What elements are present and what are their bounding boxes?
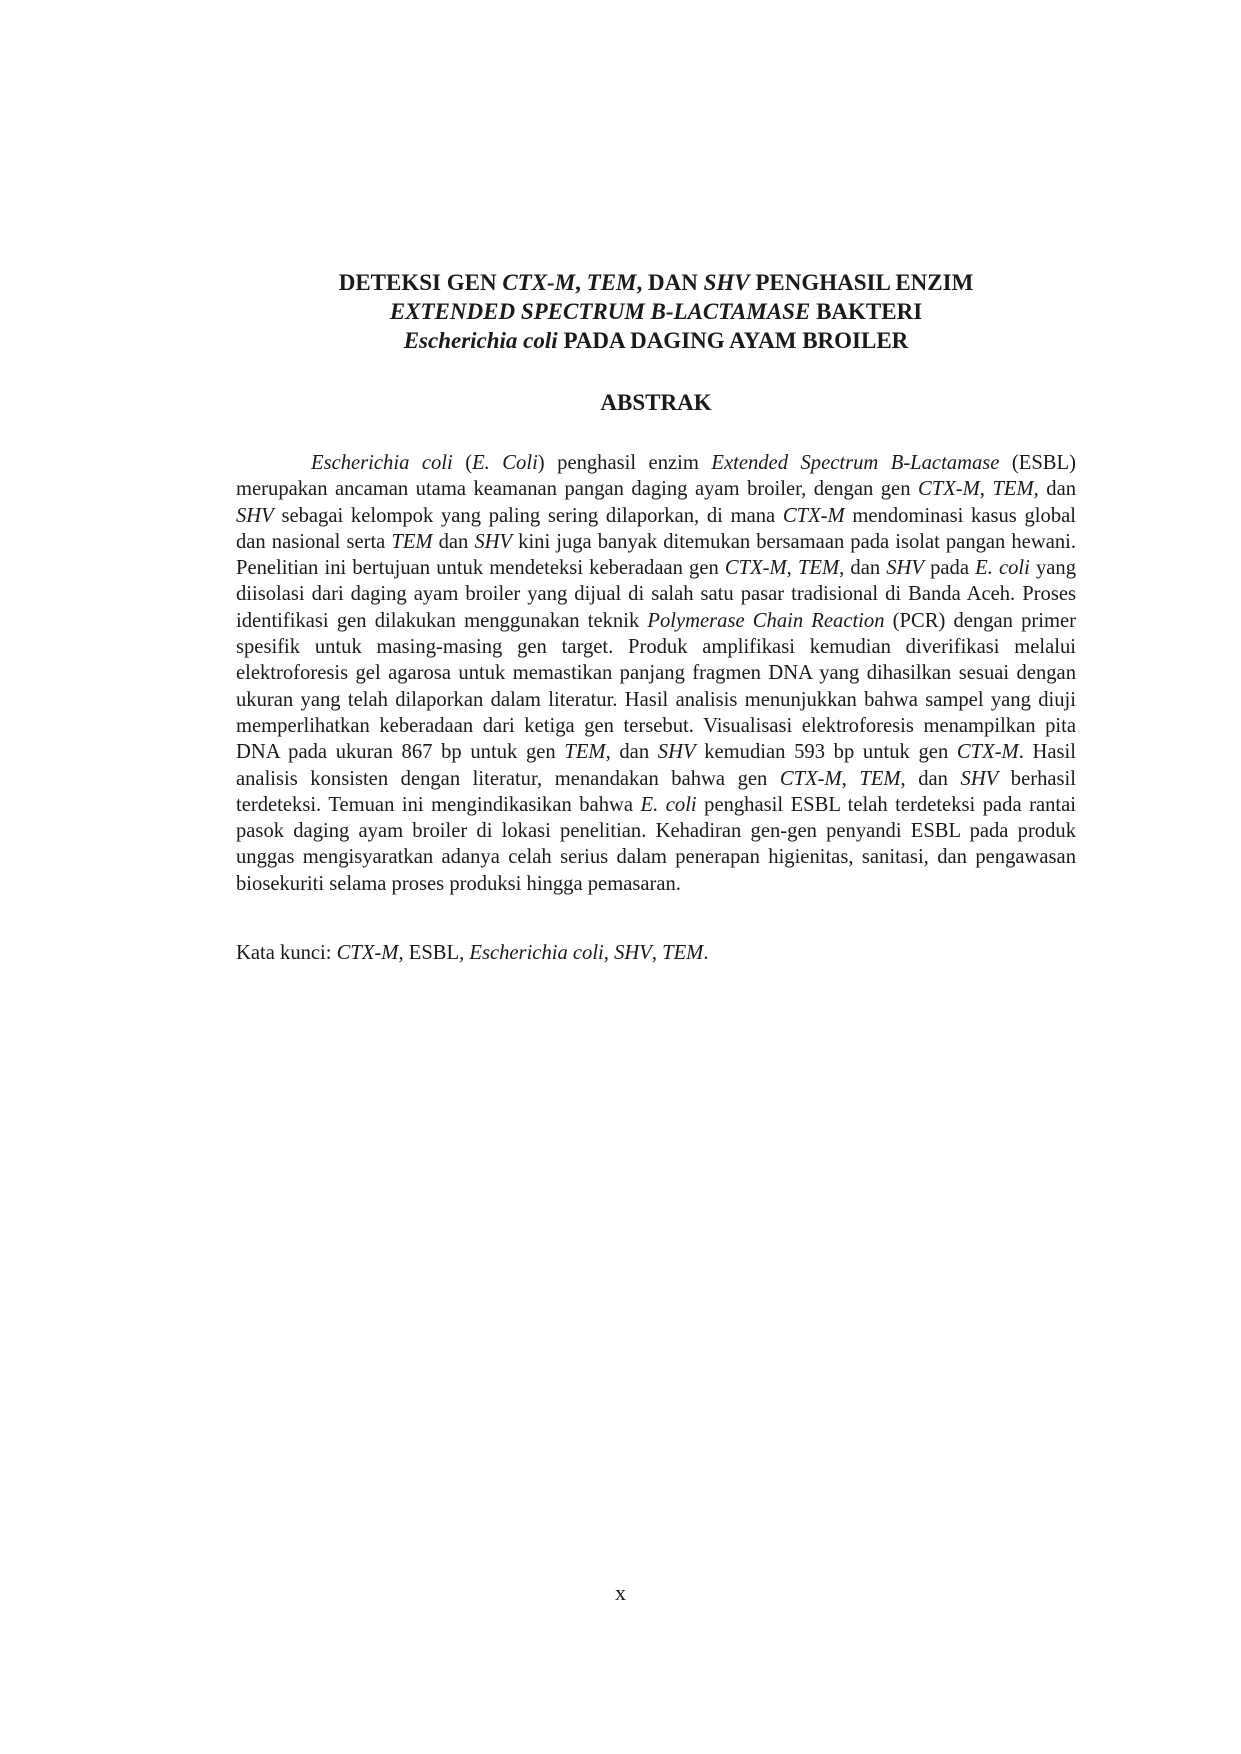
abstract-paragraph: Escherichia coli (E. Coli) penghasil enzim Extended Spectrum B-Lactamase (ESBL) merupakan ancaman utama keamanan pangan daging ayam broiler, dengan gen CTX-M, TEM, dan SHV sebagai kelompok yang paling sering dilaporkan, di mana CTX-M mendominasi kasus global dan nasional serta TEM dan SHV kini juga banyak ditemukan bersamaan pada isolat pangan hewani. Penelitian ini bertujuan untuk mendeteksi keberadaan gen CTX-M, TEM, dan SHV pada E. coli yang diisolasi dari daging ayam broiler yang dijual di salah satu pasar tradisional di Banda Aceh. Proses identifikasi gen dilakukan menggunakan teknik Polymerase Chain Reaction (PCR) dengan primer spesifik untuk masing-masing gen target. Produk amplifikasi kemudian diverifikasi melalui elektroforesis gel agarosa untuk memastikan panjang fragmen DNA yang dihasilkan sesuai dengan ukuran yang telah dilaporkan dalam literatur. Hasil analisis menunjukkan bahwa sampel yang diuji memperlihatkan keberadaan dari ketiga gen tersebut. Visualisasi elektroforesis menampilkan pita DNA pada ukuran 867 bp untuk gen TEM, dan SHV kemudian 593 bp untuk gen CTX-M. Hasil analisis konsisten dengan literatur, menandakan bahwa gen CTX-M, TEM, dan SHV berhasil terdeteksi. Temuan ini mengindikasikan bahwa E. coli penghasil ESBL telah terdeteksi pada rantai pasok daging ayam broiler di lokasi penelitian. Kehadiran gen-gen penyandi ESBL pada produk unggas mengisyaratkan adanya celah serius dalam penerapan higienitas, sanitasi, dan pengawasan biosekuriti selama proses produksi hingga pemasaran. <box>236 452 1077 895</box>
abstract-body <box>236 450 1076 897</box>
title-line-2: EXTENDED SPECTRUM B-LACTAMASE BAKTERI <box>389 299 923 324</box>
abstract-heading: ABSTRAK <box>600 390 712 415</box>
thesis-title <box>236 268 1076 355</box>
title-line-1: DETEKSI GEN CTX-M, TEM, DAN SHV PENGHASIL ENZIM <box>338 270 974 295</box>
page-number: x <box>615 1580 626 1605</box>
title-line-3: Escherichia coli PADA DAGING AYAM BROILER <box>403 328 909 353</box>
keywords-line: Kata kunci: CTX-M, ESBL, Escherichia coli, SHV, TEM. <box>236 942 709 964</box>
